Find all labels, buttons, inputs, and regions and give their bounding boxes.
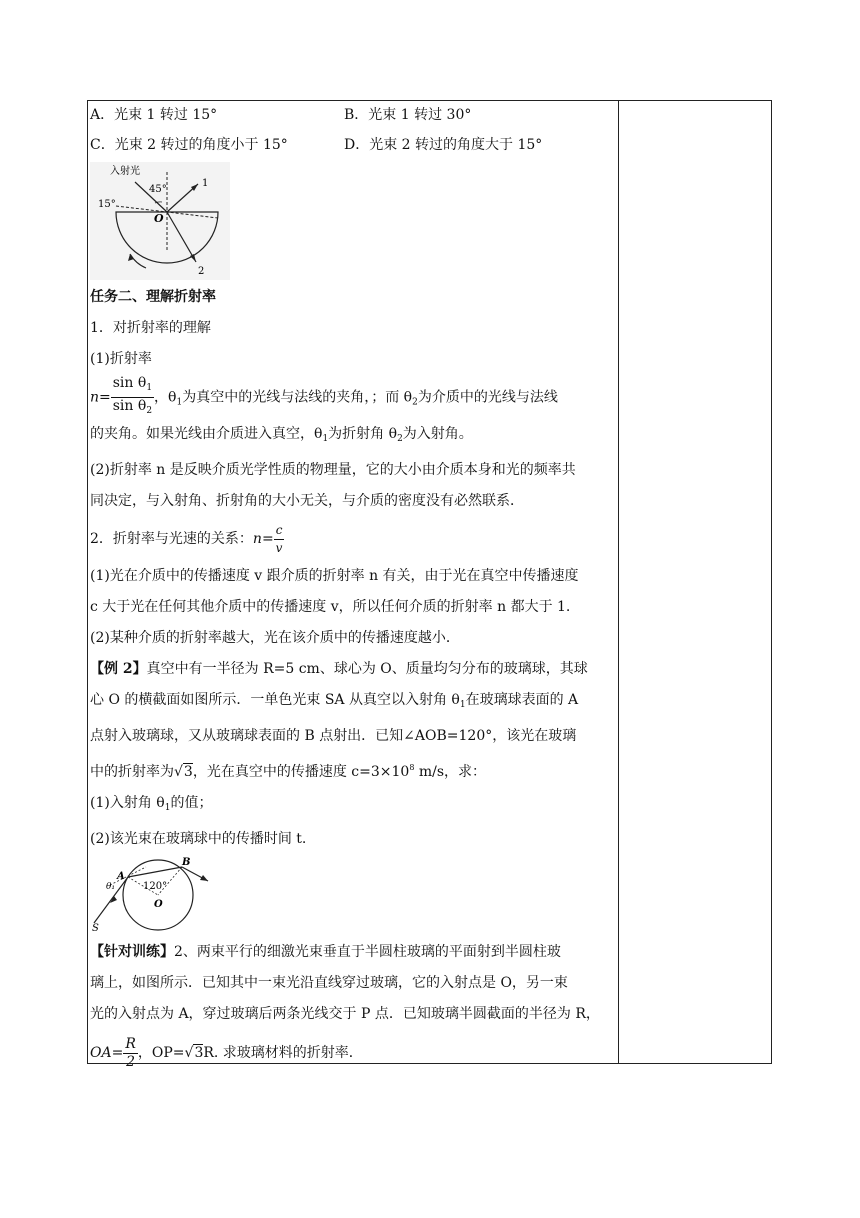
task2-p1: 1．对折射率的理解 xyxy=(90,320,211,336)
fig2-label-theta: θ₁ xyxy=(106,882,116,892)
task2-p2: (1)折射率 xyxy=(90,351,152,367)
fig1-label-15: 15° xyxy=(98,199,116,210)
c-over-v-fraction: $\frac{c}{v}$ xyxy=(275,522,283,555)
fig2-label-120: 120° xyxy=(143,881,168,892)
task2-p4: 的夹角。如果光线由介质进入真空，$\theta_1$为折射角 $\theta_2$为入射角。 xyxy=(90,426,473,444)
fig1-label-incident: 入射光 xyxy=(110,166,140,177)
speed-relation-line: 2．折射率与光速的关系：n= $\frac{c}{v}$ xyxy=(90,522,283,555)
example2-line3: 点射入玻璃球，又从玻璃球表面的 B 点射出．已知∠AOB=120°，该光在玻璃 xyxy=(90,728,577,744)
fig1-label-2: 2 xyxy=(198,266,205,277)
task2-p9: c 大于光在任何其他介质中的传播速度 v，所以任何介质的折射率 n 都大于 1. xyxy=(90,599,571,615)
example2-line4: 中的折射率为√3，光在真空中的传播速度 $c=3\times 10^8$ m/s，求： xyxy=(90,763,487,780)
fig2-label-s: S xyxy=(92,923,99,933)
option-c: C．光束 2 转过的角度小于 15° xyxy=(90,137,288,153)
figure-semicircle-rotation xyxy=(90,160,615,282)
r-over-2-fraction: $\frac{R}{2}$ xyxy=(125,1035,136,1070)
fig1-label-45: 45° xyxy=(149,184,167,195)
options-row-2 xyxy=(90,130,615,160)
task2-p6: 同决定，与入射角、折射角的大小无关，与介质的密度没有必然联系． xyxy=(90,493,524,509)
task2-p10: (2)某种介质的折射率越大，光在该介质中的传播速度越小． xyxy=(90,630,460,646)
options-row-1 xyxy=(90,100,615,130)
training-line4: OA= $\frac{R}{2}$ ，OP=√3R. 求玻璃材料的折射率． xyxy=(90,1035,363,1070)
fig1-label-o: O xyxy=(154,212,164,225)
table-column-divider xyxy=(618,100,619,1064)
refraction-formula-line: n= $\frac{\sin \theta_1}{\sin \theta_2}$ ，$\theta_1$为真空中的光线与法线的夹角，；而 $\theta_2$为介质中的光线与法线 xyxy=(90,375,615,419)
formula-n: n= xyxy=(90,389,111,406)
fig2-label-a: A xyxy=(117,871,125,882)
task2-p8: (1)光在介质中的传播速度 v 跟介质的折射率 n 有关，由于光在真空中传播速度 xyxy=(90,568,579,584)
example2-question2: (2)该光束在玻璃球中的传播时间 t. xyxy=(90,831,307,847)
main-content xyxy=(90,100,615,1076)
training-line2: 璃上，如图所示．已知其中一束光沿直线穿过玻璃，它的入射点是 O，另一束 xyxy=(90,975,568,991)
fig2-label-b: B xyxy=(182,857,191,868)
task2-heading: 任务二、理解折射率 xyxy=(90,289,216,305)
figure-glass-sphere xyxy=(90,855,615,937)
training-line1: 【针对训练】2、两束平行的细激光束垂直于半圆柱玻璃的平面射到半圆柱玻 xyxy=(90,944,561,960)
option-d: D．光束 2 转过的角度大于 15° xyxy=(344,137,543,153)
option-b: B．光束 1 转过 30° xyxy=(344,107,472,123)
formula-fraction: $\frac{\sin \theta_1}{\sin \theta_2}$ xyxy=(112,375,153,416)
example2-question1: (1)入射角 $\theta_1$的值； xyxy=(90,795,213,813)
task2-p5: (2)折射率 n 是反映介质光学性质的物理量，它的大小由介质本身和光的频率共 xyxy=(90,462,576,478)
option-a: A．光束 1 转过 15° xyxy=(90,107,218,123)
fig1-label-1: 1 xyxy=(202,178,209,189)
example2-line1: 【例 2】真空中有一半径为 R=5 cm、球心为 O、质量均匀分布的玻璃球，其球 xyxy=(90,661,588,677)
example2-line2: 心 O 的横截面如图所示．一单色光束 SA 从真空以入射角 $\theta_1$在玻璃球表面的 A xyxy=(90,692,579,710)
fig2-label-o: O xyxy=(154,899,163,910)
training-line3: 光的入射点为 A，穿过玻璃后两条光线交于 P 点．已知玻璃半圆截面的半径为 R， xyxy=(90,1006,600,1022)
